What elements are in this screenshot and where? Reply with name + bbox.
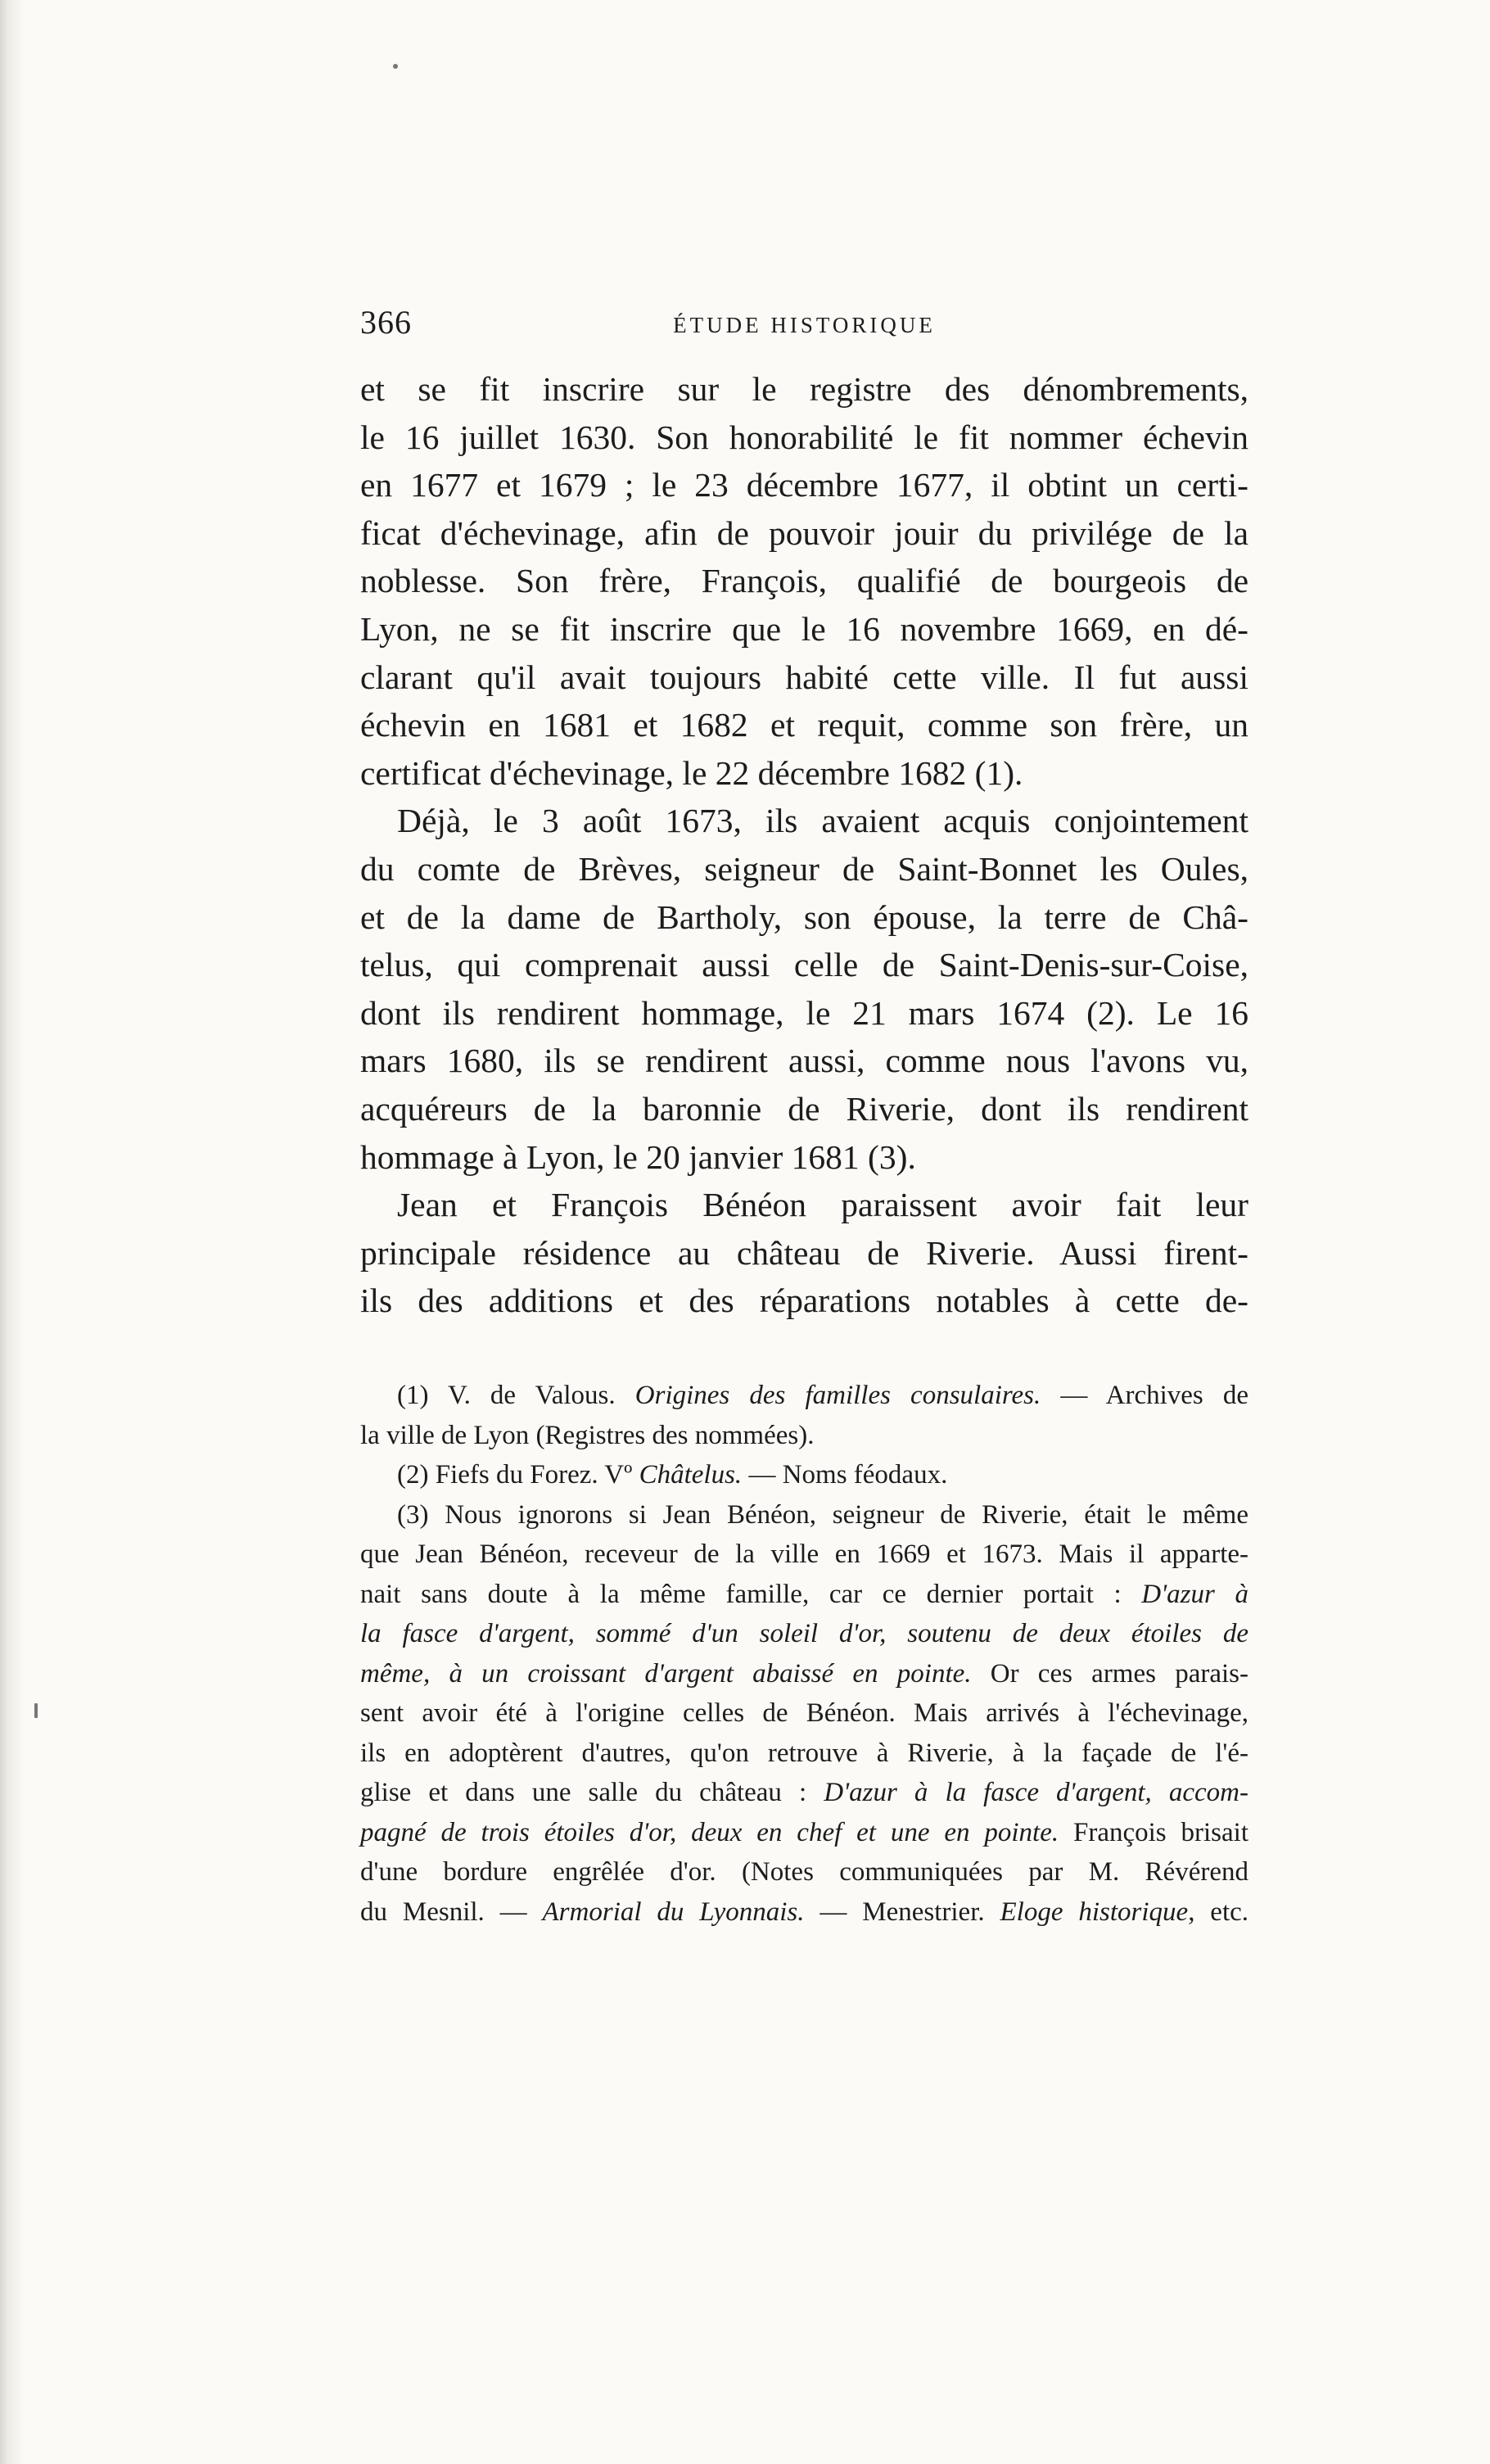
body-line: principale résidence au château de Riverie. Aussi firent- [360, 1233, 1248, 1272]
footnote-3-cont: ils en adoptèrent d'autres, qu'on retrouve à Riverie, à la façade de l'é- [360, 1738, 1248, 1768]
body-text [360, 365, 1248, 1325]
footnote-text: — Archives de [1041, 1381, 1249, 1410]
footnote-text: (1) V. de Valous. [397, 1381, 635, 1410]
footnote-3-cont [360, 1813, 1248, 1853]
body-line: clarant qu'il avait toujours habité cette ville. Il fut aussi [360, 658, 1248, 696]
body-line: et se fit inscrire sur le registre des dénombrements, [360, 370, 1248, 408]
scan-speck [393, 64, 398, 69]
footnote-text: nait sans doute à la même famille, car ce dernier portait : [360, 1579, 1142, 1609]
footnote-3: (3) Nous ignorons si Jean Bénéon, seigneur de Riverie, était le même [397, 1499, 1248, 1530]
footnote-3-cont: sent avoir été à l'origine celles de Bénéon. Mais arrivés à l'échevinage, [360, 1698, 1248, 1728]
footnote-text: , etc. [1188, 1897, 1249, 1927]
body-line: mars 1680, ils se rendirent aussi, comme nous l'avons vu, [360, 1042, 1248, 1080]
footnote-italic: D'azur à [1141, 1579, 1248, 1609]
footnote-3-cont: d'une bordure engrêlée d'or. (Notes communiquées par M. Révérend [360, 1857, 1248, 1887]
body-line: ils des additions et des réparations notables à cette de- [360, 1282, 1248, 1320]
footnote-2 [360, 1455, 1248, 1495]
body-line: le 16 juillet 1630. Son honorabilité le fit nommer échevin [360, 418, 1248, 456]
body-line: et de la dame de Bartholy, son épouse, la terre de Châ- [360, 897, 1248, 936]
body-line: telus, qui comprenait aussi celle de Saint-Denis-sur-Coise, [360, 946, 1248, 984]
body-line: dont ils rendirent hommage, le 21 mars 1674 (2). Le 16 [360, 993, 1248, 1032]
body-line: acquéreurs de la baronnie de Riverie, dont ils rendirent [360, 1089, 1248, 1128]
footnote-italic: Châtelus. [639, 1460, 743, 1490]
page-header [360, 295, 1248, 352]
footnote-italic: D'azur à la fasce d'argent, accom- [824, 1778, 1248, 1807]
body-line: Jean et François Bénéon paraissent avoir fait leur [397, 1186, 1248, 1224]
footnote-italic: pagné de trois étoiles d'or, deux en chef et une en pointe. [360, 1817, 1059, 1847]
body-line: en 1677 et 1679 ; le 23 décembre 1677, il obtint un certi- [360, 466, 1248, 504]
body-line: certificat d'échevinage, le 22 décembre 1682 (1). [360, 753, 1023, 792]
footnote-italic: même, à un croissant d'argent abaissé en pointe. [360, 1658, 972, 1689]
footnote-text: glise et dans une salle du château : [360, 1778, 824, 1807]
footnote-3-cont [360, 1614, 1248, 1654]
footnote-italic: Origines des familles consulaires. [634, 1381, 1041, 1410]
footnote-1 [360, 1376, 1248, 1416]
body-line: du comte de Brèves, seigneur de Saint-Bonnet les Oules, [360, 849, 1248, 888]
footnote-3-cont [360, 1773, 1248, 1813]
body-line: ficat d'échevinage, afin de pouvoir jouir du privilége de la [360, 513, 1248, 552]
body-line: échevin en 1681 et 1682 et requit, comme son frère, un [360, 706, 1248, 744]
footnote-italic: la fasce d'argent, sommé d'un soleil d'or, soutenu de deux étoiles de [360, 1619, 1248, 1648]
running-head: ÉTUDE HISTORIQUE [673, 313, 936, 337]
body-line: Déjà, le 3 août 1673, ils avaient acquis conjointement [397, 802, 1248, 840]
scan-margin-shadow [0, 0, 25, 2464]
footnote-3-cont [360, 1892, 1248, 1933]
footnote-3-cont [360, 1575, 1248, 1615]
footnote-3-cont: que Jean Bénéon, receveur de la ville en 1669 et 1673. Mais il apparte- [360, 1539, 1248, 1569]
body-line: hommage à Lyon, le 20 janvier 1681 (3). [360, 1137, 916, 1176]
footnote-3-cont [360, 1654, 1248, 1694]
footnote-text: du Mesnil. — [360, 1897, 543, 1927]
footnote-1-cont: la ville de Lyon (Registres des nommées). [360, 1420, 815, 1450]
footnote-text: (2) Fiefs du Forez. Vº [397, 1460, 639, 1490]
body-line: noblesse. Son frère, François, qualifié de bourgeois de [360, 562, 1248, 600]
page-number: 366 [360, 304, 412, 341]
footnote-text: Or ces armes parais- [971, 1658, 1248, 1689]
footnote-italic: Eloge historique [1000, 1897, 1189, 1927]
footnote-text: François brisait [1059, 1817, 1248, 1847]
footnote-italic: Armorial du Lyonnais. [542, 1897, 805, 1927]
scan-speck [34, 1703, 38, 1718]
footnotes [360, 1376, 1248, 1932]
body-line: Lyon, ne se fit inscrire que le 16 novembre 1669, en dé- [360, 609, 1248, 648]
footnote-text: — Noms féodaux. [742, 1460, 948, 1490]
footnote-text: — Menestrier. [804, 1897, 1000, 1927]
